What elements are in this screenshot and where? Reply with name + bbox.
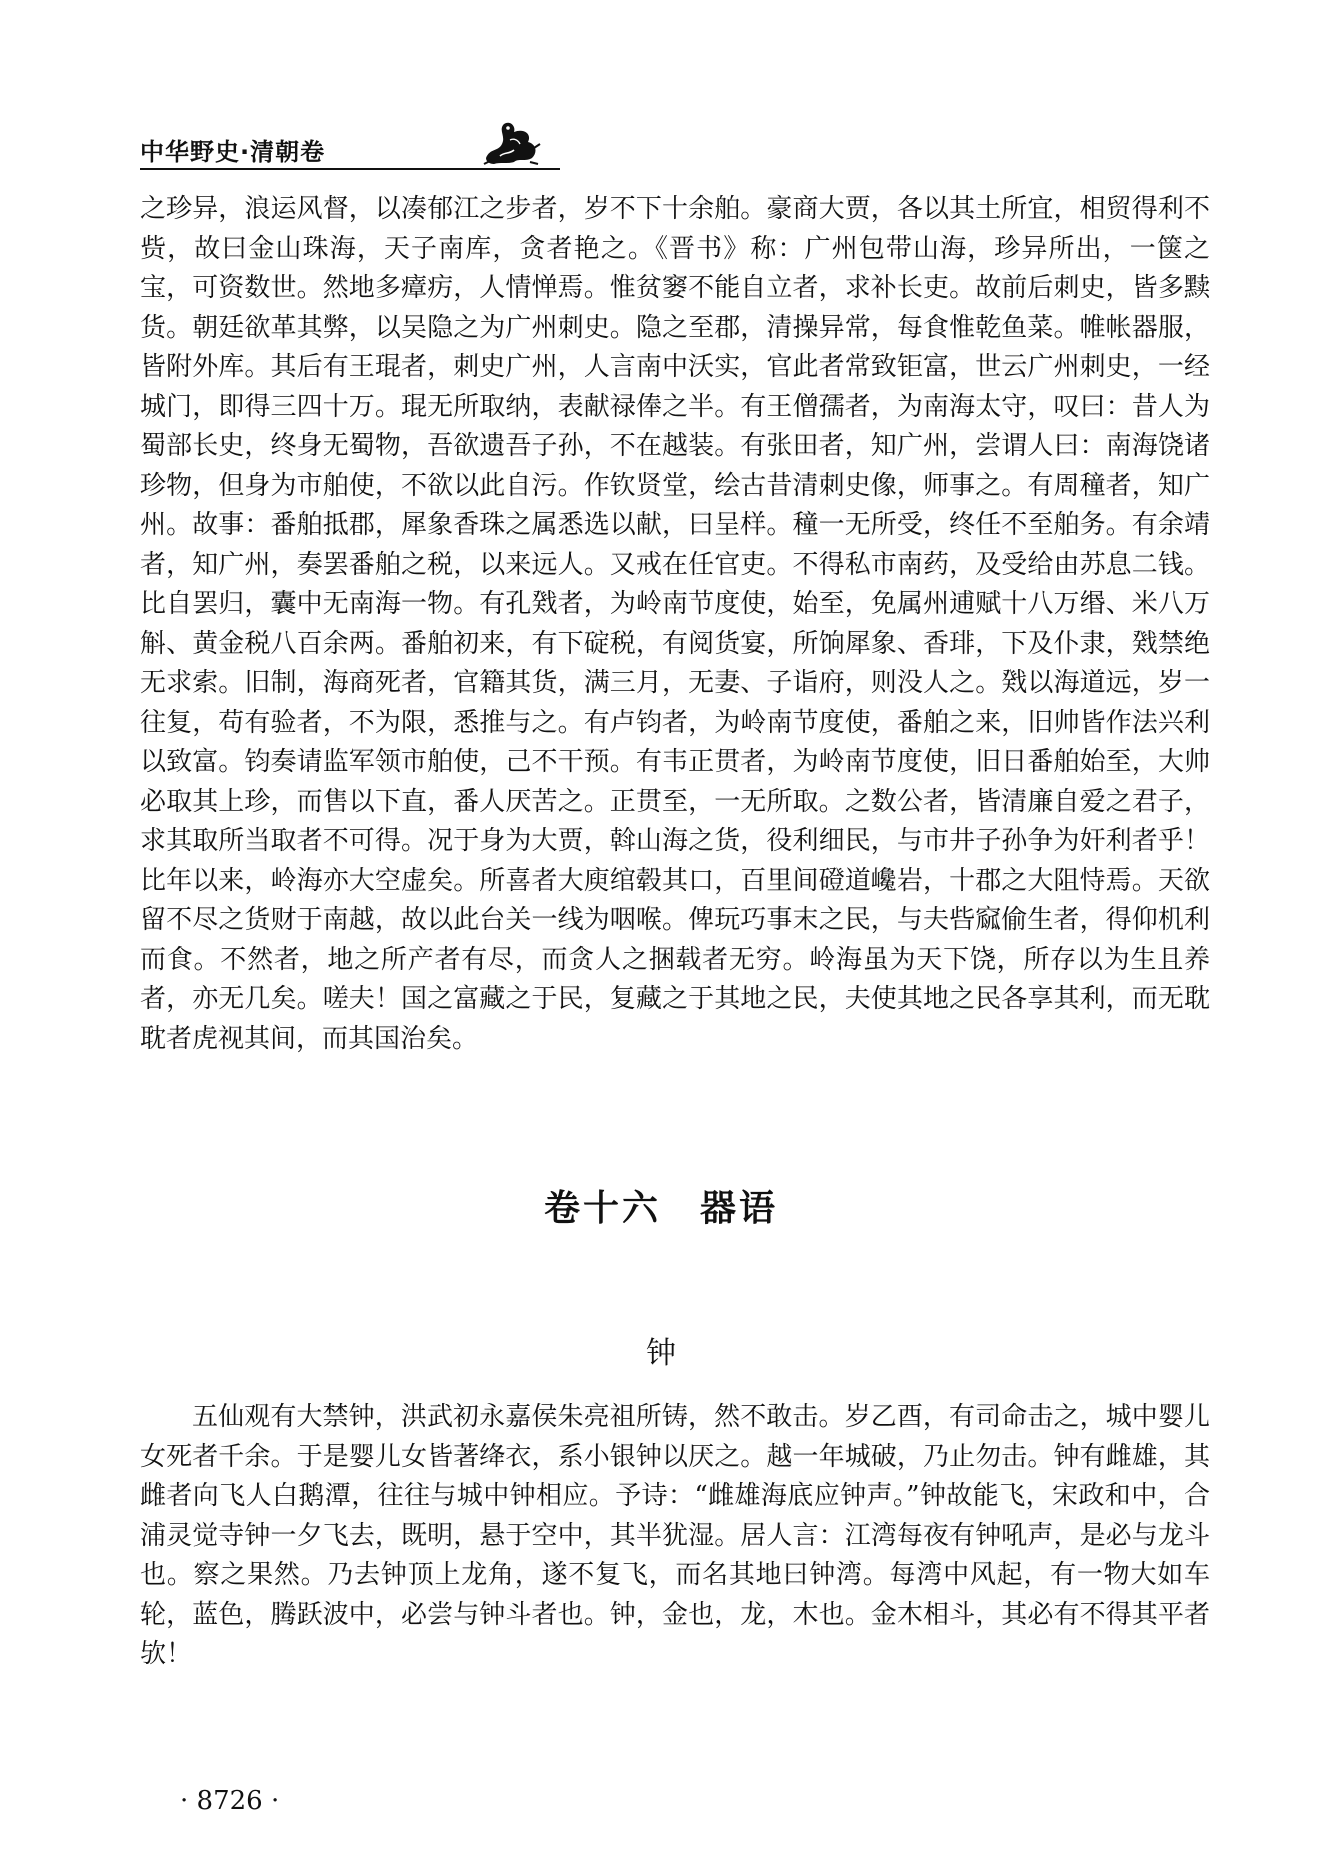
running-header bbox=[140, 118, 560, 168]
series-title: 中华野史·清朝卷 bbox=[140, 138, 326, 166]
section-heading: 钟 bbox=[646, 1336, 676, 1371]
header-divider bbox=[140, 168, 560, 170]
body-paragraph-1: 之珍异，浪运风督，以凑郁江之步者，岁不下十余舶。豪商大贾，各以其土所宜，相贸得利不赀，故曰金山珠海，天子南库，贪者艳之。《晋书》称：广州包带山海，珍异所出，一箧之宝，可资数世。然地多瘴疠，人情惮焉。惟贫窭不能自立者，求补长吏。故前后刺史，皆多黩货。朝廷欲革其弊，以吴隐之为广州刺史。隐之至郡，清操异常，每食惟乾鱼菜。帷帐器服，皆附外库。其后有王琨者，刺史广州，人言南中沃实，官此者常致钜富，世云广州刺史，一经城门，即得三四十万。琨无所取纳，表献禄俸之半。有王僧孺者，为南海太守，叹曰：昔人为蜀部长史，终身无蜀物，吾欲遗吾子孙，不在越装。有张田者，知广州，尝谓人曰：南海饶诸珍物，但身为市舶使，不欲以此自污。作钦贤堂，绘古昔清刺史像，师事之。有周穜者，知广州。故事：番舶抵郡，犀象香珠之属悉选以献，曰呈样。穜一无所受，终任不至舶务。有余靖者，知广州，奏罢番舶之税，以来远人。又戒在任官吏。不得私市南药，及受给由苏息二钱。比自罢归，囊中无南海一物。有孔戣者，为岭南节度使，始至，免属州逋赋十八万缗、米八万斛、黄金税八百余两。番舶初来，有下碇税，有阅货宴，所饷犀象、香琲，下及仆隶，戣禁绝无求索。旧制，海商死者，官籍其货，满三月，无妻、子诣府，则没人之。戣以海道远，岁一往复，苟有验者，不为限，悉推与之。有卢钧者，为岭南节度使，番舶之来，旧帅皆作法兴利以致富。钧奏请监军领市舶使，己不干预。有韦正贯者，为岭南节度使，旧日番舶始至，大帅必取其上珍，而售以下直，番人厌苦之。正贯至，一无所取。之数公者，皆清廉自爱之君子，求其取所当取者不可得。况于身为大贾，斡山海之货，役利细民，与市井子孙争为奸利者乎！比年以来，岭海亦大空虚矣。所喜者大庾绾毂其口，百里间磴道巉岩，十郡之大阻恃焉。天欲留不尽之货财于南越，故以此台关一线为咽喉。俾玩巧事末之民，与夫呰窳偷生者，得仰机利而食。不然者，地之所产者有尽，而贪人之捆载者无穷。岭海虽为天下饶，所存以为生且养者，亦无几矣。嗟夫！国之富藏之于民，复藏之于其地之民，夫使其地之民各享其利，而无耽耽者虎视其间，而其国治矣。 bbox=[140, 194, 1210, 1054]
dragon-icon bbox=[480, 118, 542, 166]
page-number: · 8726 · bbox=[180, 1786, 280, 1816]
chapter-heading: 卷十六 器语 bbox=[543, 1188, 778, 1229]
body-paragraph-2: 五仙观有大禁钟，洪武初永嘉侯朱亮祖所铸，然不敢击。岁乙酉，有司命击之，城中婴儿女死者千余。于是婴儿女皆著绛衣，系小银钟以厌之。越一年城破，乃止勿击。钟有雌雄，其雌者向飞人白鹅潭，往往与城中钟相应。予诗：“雌雄海底应钟声。”钟故能飞，宋政和中，合浦灵觉寺钟一夕飞去，既明，悬于空中，其半犹湿。居人言：江湾每夜有钟吼声，是必与龙斗也。察之果然。乃去钟顶上龙角，遂不复飞，而名其地曰钟湾。每湾中风起，有一物大如车轮，蓝色，腾跃波中，必尝与钟斗者也。钟，金也，龙，木也。金木相斗，其必有不得其平者欤！ bbox=[140, 1402, 1210, 1669]
